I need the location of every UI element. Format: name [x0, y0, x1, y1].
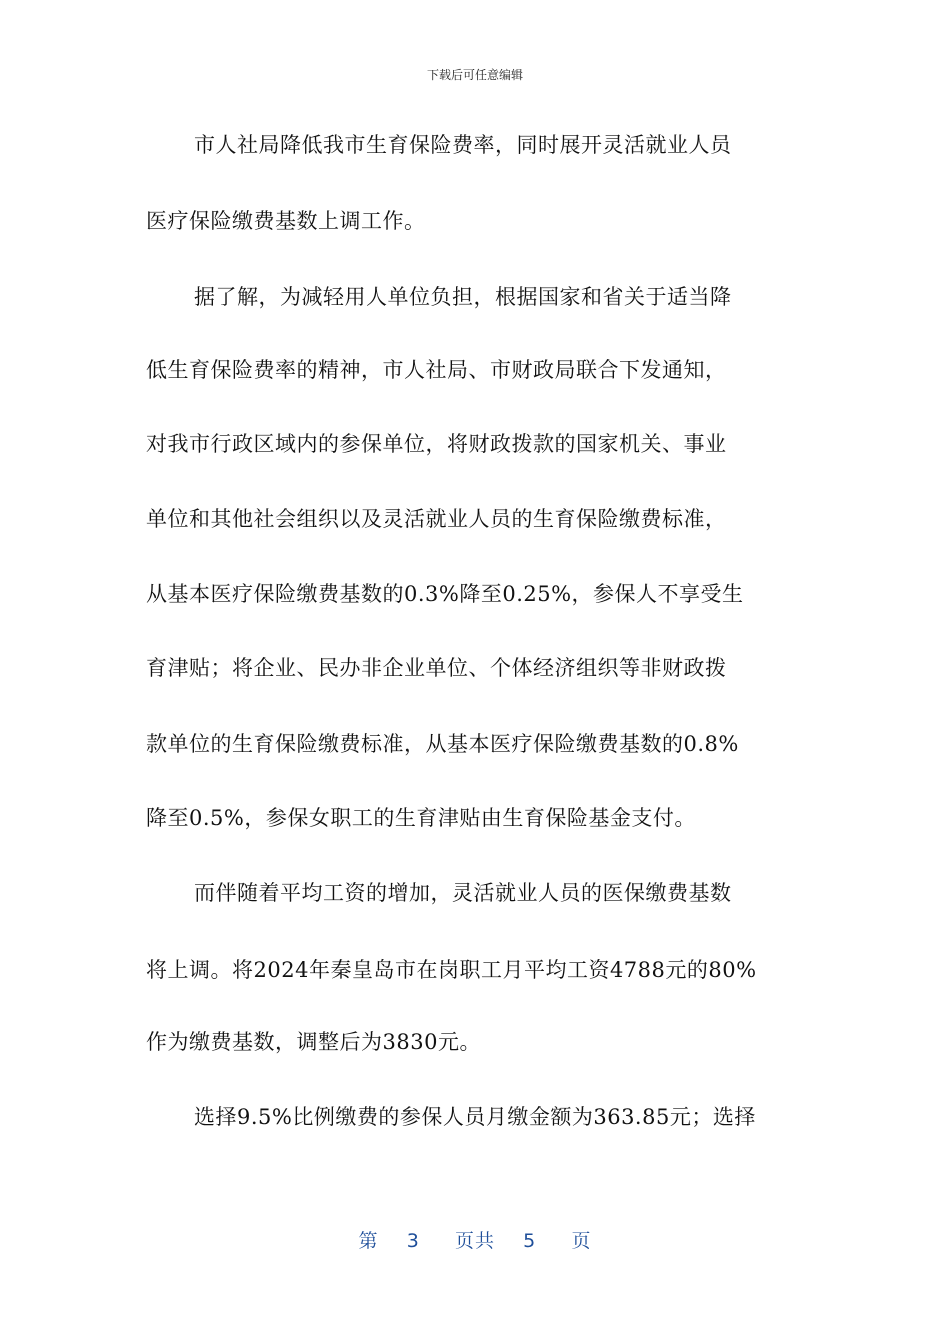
page-footer	[0, 1226, 950, 1253]
paragraph-line: 降至0.5%，参保女职工的生育津贴由生育保险基金支付。	[146, 806, 696, 830]
paragraph-line: 市人社局降低我市生育保险费率，同时展开灵活就业人员	[194, 133, 732, 157]
paragraph-line: 医疗保险缴费基数上调工作。	[146, 209, 426, 233]
paragraph-line: 作为缴费基数，调整后为3830元。	[146, 1030, 481, 1054]
paragraph-line: 据了解，为减轻用人单位负担，根据国家和省关于适当降	[194, 285, 732, 309]
footer-suffix: 页	[571, 1230, 592, 1252]
paragraph-line: 选择9.5%比例缴费的参保人员月缴金额为363.85元；选择	[194, 1105, 756, 1129]
paragraph-line: 育津贴；将企业、民办非企业单位、个体经济组织等非财政拨	[146, 656, 727, 680]
current-page-number: 3	[406, 1230, 420, 1252]
total-pages-number: 5	[523, 1230, 537, 1252]
footer-middle: 页共	[454, 1230, 495, 1252]
paragraph-line: 低生育保险费率的精神，市人社局、市财政局联合下发通知，	[146, 358, 727, 382]
paragraph-line: 从基本医疗保险缴费基数的0.3%降至0.25%，参保人不享受生	[146, 582, 744, 606]
paragraph-line: 款单位的生育保险缴费标准，从基本医疗保险缴费基数的0.8%	[146, 732, 739, 756]
paragraph-line: 对我市行政区域内的参保单位，将财政拨款的国家机关、事业	[146, 432, 727, 456]
paragraph-line: 将上调。将2024年秦皇岛市在岗职工月平均工资4788元的80%	[146, 958, 757, 982]
paragraph-line: 单位和其他社会组织以及灵活就业人员的生育保险缴费标准，	[146, 507, 727, 531]
paragraph-line: 而伴随着平均工资的增加，灵活就业人员的医保缴费基数	[194, 881, 732, 905]
download-note: 下载后可任意编辑	[426, 68, 523, 82]
footer-prefix: 第	[358, 1230, 379, 1252]
